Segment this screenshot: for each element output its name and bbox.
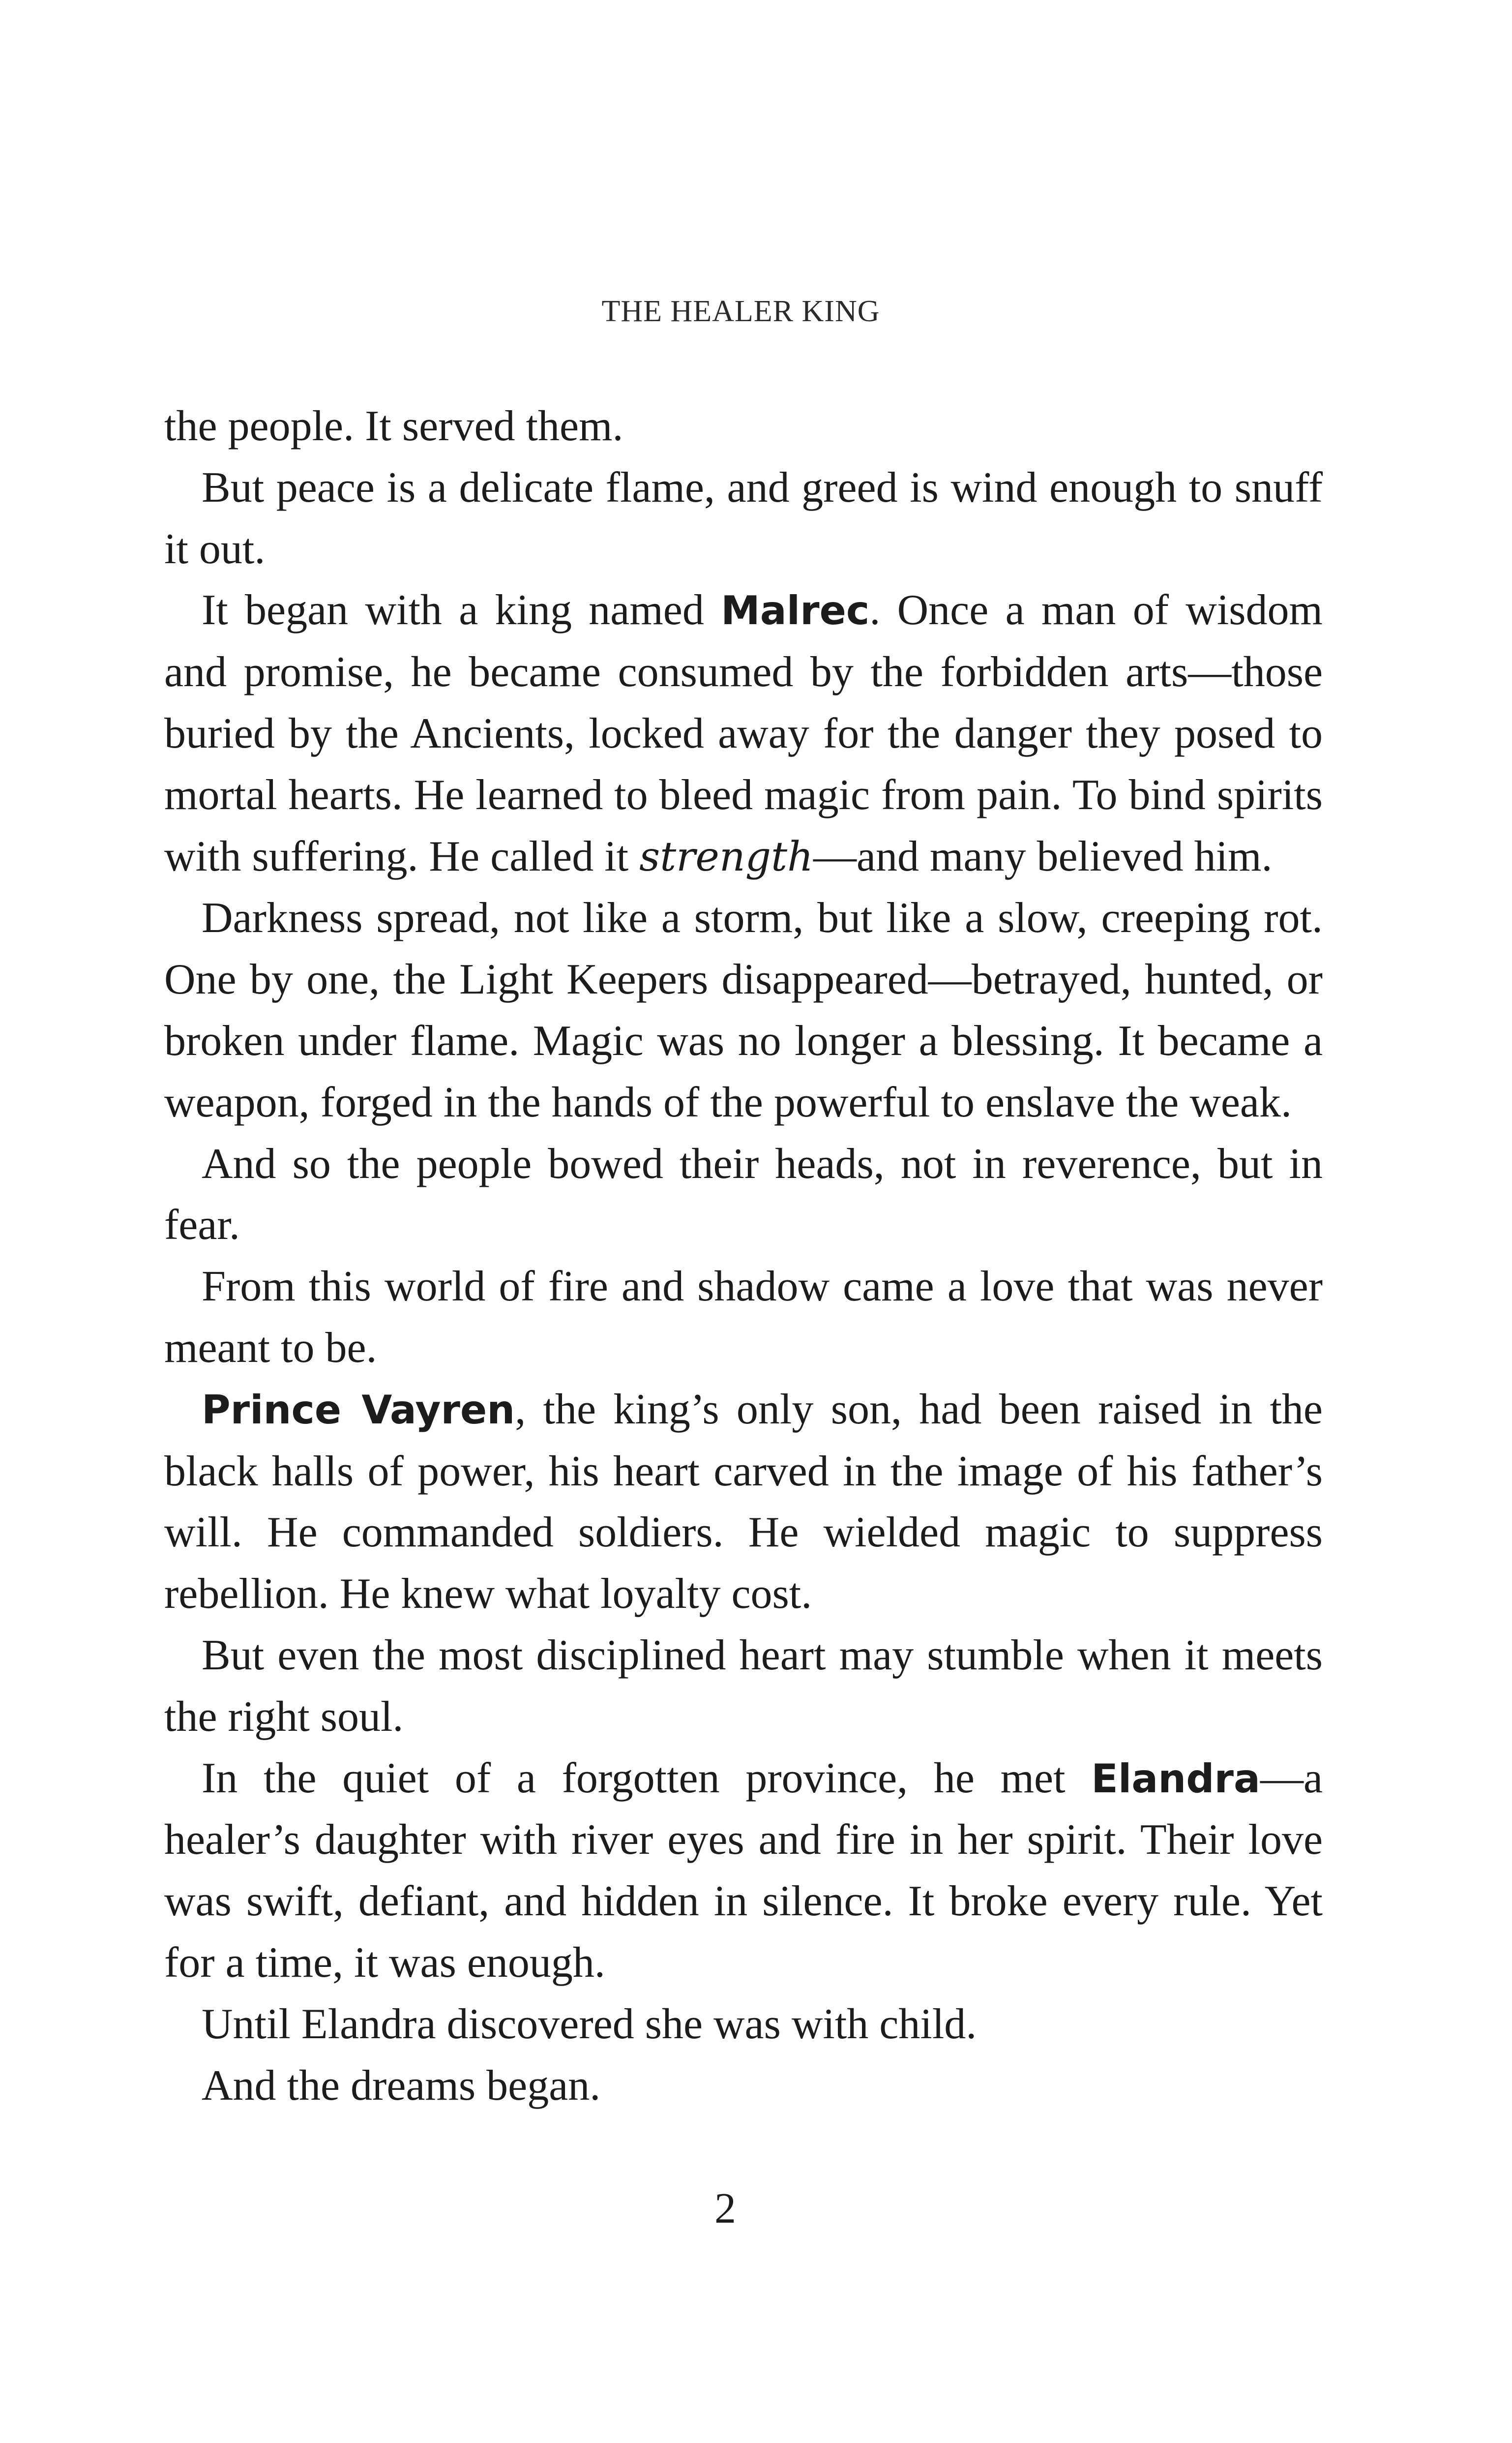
character-name-prince-vayren: Prince Vayren <box>202 1387 515 1433</box>
paragraph-10: Until Elandra discovered she was with child. <box>202 2000 977 2048</box>
paragraph-3 <box>164 580 1323 888</box>
paragraph-1: the people. It served them. <box>164 402 623 450</box>
emphasis-strength: strength <box>639 833 813 880</box>
paragraph-3-tail: —and many believed him. <box>813 832 1273 880</box>
paragraph-9-body: —a healer’s daughter with river eyes and fire in her spirit. Their love was swift, defiant, and hidden in silence. It broke every rule. Yet for a time, it was enough. <box>164 1754 1323 1987</box>
paragraph-6: From this world of fire and shadow came a love that was never meant to be. <box>164 1263 1323 1372</box>
paragraph-5: And so the people bowed their heads, not in reverence, but in fear. <box>164 1140 1323 1249</box>
character-name-malrec: Malrec <box>721 588 870 634</box>
paragraph-9 <box>164 1748 1323 1994</box>
page-number: 2 <box>714 2185 736 2232</box>
paragraph-4: Darkness spread, not like a storm, but like a slow, creeping rot. One by one, the Light Keepers disappeared—betrayed, hunted, or broken under flame. Magic was no longer a blessing. It became a weapon, forged in the hands of the powerful to enslave the weak. <box>164 894 1323 1126</box>
running-head: THE HEALER KING <box>601 295 880 328</box>
paragraph-7 <box>164 1379 1323 1625</box>
character-name-elandra: Elandra <box>1091 1755 1260 1802</box>
paragraph-9-lead: In the quiet of a forgotten province, he met <box>202 1754 1092 1802</box>
paragraph-2: But peace is a delicate flame, and greed is wind enough to snuff it out. <box>164 463 1323 573</box>
paragraph-8: But even the most disciplined heart may stumble when it meets the right soul. <box>164 1631 1323 1741</box>
paragraph-7-body: , the king’s only son, had been raised in the black halls of power, his heart carved in the image of his father’s will. He commanded soldiers. He wielded magic to suppress rebellion. He knew what loyalty cost. <box>164 1385 1323 1618</box>
paragraph-11: And the dreams began. <box>202 2061 601 2110</box>
body-text <box>164 396 1323 2116</box>
paragraph-3-body: . Once a man of wisdom and promise, he became consumed by the forbidden arts—those buried by the Ancients, locked away for the danger they posed to mortal hearts. He learned to bleed magic from pain. To bind spirits with suffering. He called it <box>164 586 1323 880</box>
paragraph-3-lead: It began with a king named <box>202 586 721 634</box>
